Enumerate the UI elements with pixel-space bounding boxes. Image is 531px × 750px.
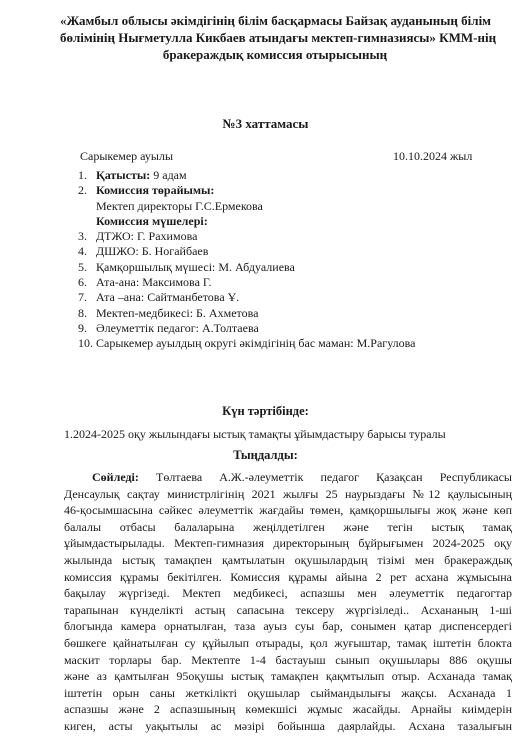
list-item-member xyxy=(78,321,416,336)
list-item-member xyxy=(78,306,416,321)
paragraph-line: маскит торлары бар. Мектепте 1-4 бастауыш сынып оқушылары 886 оқушы xyxy=(64,652,512,667)
members-label: Комиссия мүшелері: xyxy=(96,213,208,228)
listened-heading: Тыңдалды: xyxy=(233,448,298,462)
paragraph-line: бөшкеге қайнатылған су құйылып отырады, қол жуғыштар, тамақ іштетін блокта xyxy=(64,635,512,650)
agenda-title: Күн тәртібінде: xyxy=(222,404,309,418)
list-item-member xyxy=(78,336,416,351)
paragraph-line: іштетін орын саны жеткілікті оқушылар сыймандылығы жақсы. Асханада 1 xyxy=(64,685,512,700)
list-item-member xyxy=(78,229,416,244)
paragraph-line: аспазшы және 2 аспазшының көмекшісі жұмыс жасайды. Арнайы киімдерін xyxy=(64,702,512,717)
paragraph-line: тарапынан күнделікті астың сапасына тексеру жүргізіледі.. Асхананың 1-ші xyxy=(64,602,512,617)
paragraph-line: жылында ыстық тамақпен қамтылатын оқушылардың тізімі мен бракераждық xyxy=(64,552,512,567)
protocol-number: №3 хаттамасы xyxy=(222,116,309,131)
member-text: Әлеуметтік педагог: А.Толтаева xyxy=(96,320,259,335)
member-text: ДТЖО: Г. Рахимова xyxy=(96,229,198,244)
meeting-date: 10.10.2024 жыл xyxy=(393,149,473,163)
list-number: 2. xyxy=(78,183,87,198)
paragraph-line: киген, асты уақытылы ас мәзірі бойынша даярлайды. Асхана тазалығын xyxy=(64,718,512,733)
header-line-3: бракераждық комиссия отырысының xyxy=(162,47,388,62)
list-item-present xyxy=(78,168,416,183)
list-number: 7. xyxy=(78,290,87,305)
list-number: 6. xyxy=(78,275,87,290)
header-line-1: «Жамбыл облысы әкімдігінің білім басқармасы Байзақ ауданының білім xyxy=(60,13,492,28)
speaker-label: Сөйледі: xyxy=(92,470,139,484)
paragraph-line: Денсаулық сақтау министрлігінің 2021 жылғы 25 наурыздағы №12 қаулысының xyxy=(64,486,512,501)
paragraph-line: ұйымдастырылады. Мектеп-гимназия директорының бұйрығымен 2024-2025 оқу xyxy=(64,536,512,551)
list-number: 1. xyxy=(78,168,87,182)
present-value: 9 адам xyxy=(153,168,187,182)
member-text: Ата –ана: Сайтманбетова Ұ. xyxy=(96,290,240,305)
body-paragraph xyxy=(64,469,512,735)
member-text: Мектеп-медбикесі: Б. Ахметова xyxy=(96,305,259,320)
list-item-member xyxy=(78,260,416,275)
list-number: 8. xyxy=(78,305,87,320)
list-number: 9. xyxy=(78,320,87,335)
paragraph-line: балалы отбасы балаларына жеңілдетілген және тегін ыстық тамақ xyxy=(64,519,512,534)
paragraph-line: блогында камера орнатылған, таза ауыз суы бар, сонымен қатар диспенсердегі xyxy=(64,619,512,634)
paragraph-line: комиссия құрамы бекітілген. Комиссия құрамы айына 2 рет асхана жұмысына xyxy=(64,569,512,584)
list-number: 4. xyxy=(78,244,87,259)
attendance-list xyxy=(78,168,416,352)
list-number: 10. xyxy=(78,336,93,351)
chair-label: Комиссия төрайымы: xyxy=(96,183,215,198)
meeting-place: Сарыкемер ауылы xyxy=(80,149,173,163)
member-text: Сарыкемер ауылдың округі әкімдігінің бас маман: М.Рагулова xyxy=(96,336,416,351)
list-item-member xyxy=(78,290,416,305)
agenda-item: 1.2024-2025 оқу жылындағы ыстық тамақты ұйымдастыру барысы туралы xyxy=(64,427,446,441)
chair-value: Мектеп директоры Г.С.Ермекова xyxy=(96,198,263,213)
paragraph-line: Сөйледі: Төлтаева А.Ж.-әлеуметтік педагог Қазақсан Республикасы xyxy=(92,470,512,484)
list-item-member xyxy=(78,244,416,259)
list-item-member xyxy=(78,275,416,290)
paragraph-line: және аз қамтылған 95оқушы ыстық тамақпен қақмтылып отыр. Асханада тамақ xyxy=(64,669,512,684)
member-text: Қамқоршылық мүшесі: М. Абдуалиева xyxy=(96,259,295,274)
list-item-chair xyxy=(78,183,416,198)
list-number: 3. xyxy=(78,229,87,244)
header-line-2: бөлімінің Нығметулла Кикбаев атындағы мектеп-гимназиясы» КММ-нің xyxy=(60,30,497,45)
list-number: 5. xyxy=(78,259,87,274)
member-text: ДШЖО: Б. Ногайбаев xyxy=(96,244,209,259)
paragraph-line: 46-қосымшасына сәйкес әлеуметтік жағдайы төмен, қамқоршылығы жоқ және көп xyxy=(64,503,512,518)
paragraph-line: бақылау жүргізеді. Мектеп медбикесі, аспазшы мен әлеуметтік педагогтар xyxy=(64,586,512,601)
member-text: Ата-ана: Максимова Г. xyxy=(96,275,212,290)
present-label: Қатысты: xyxy=(96,168,151,182)
document-header xyxy=(60,12,497,63)
